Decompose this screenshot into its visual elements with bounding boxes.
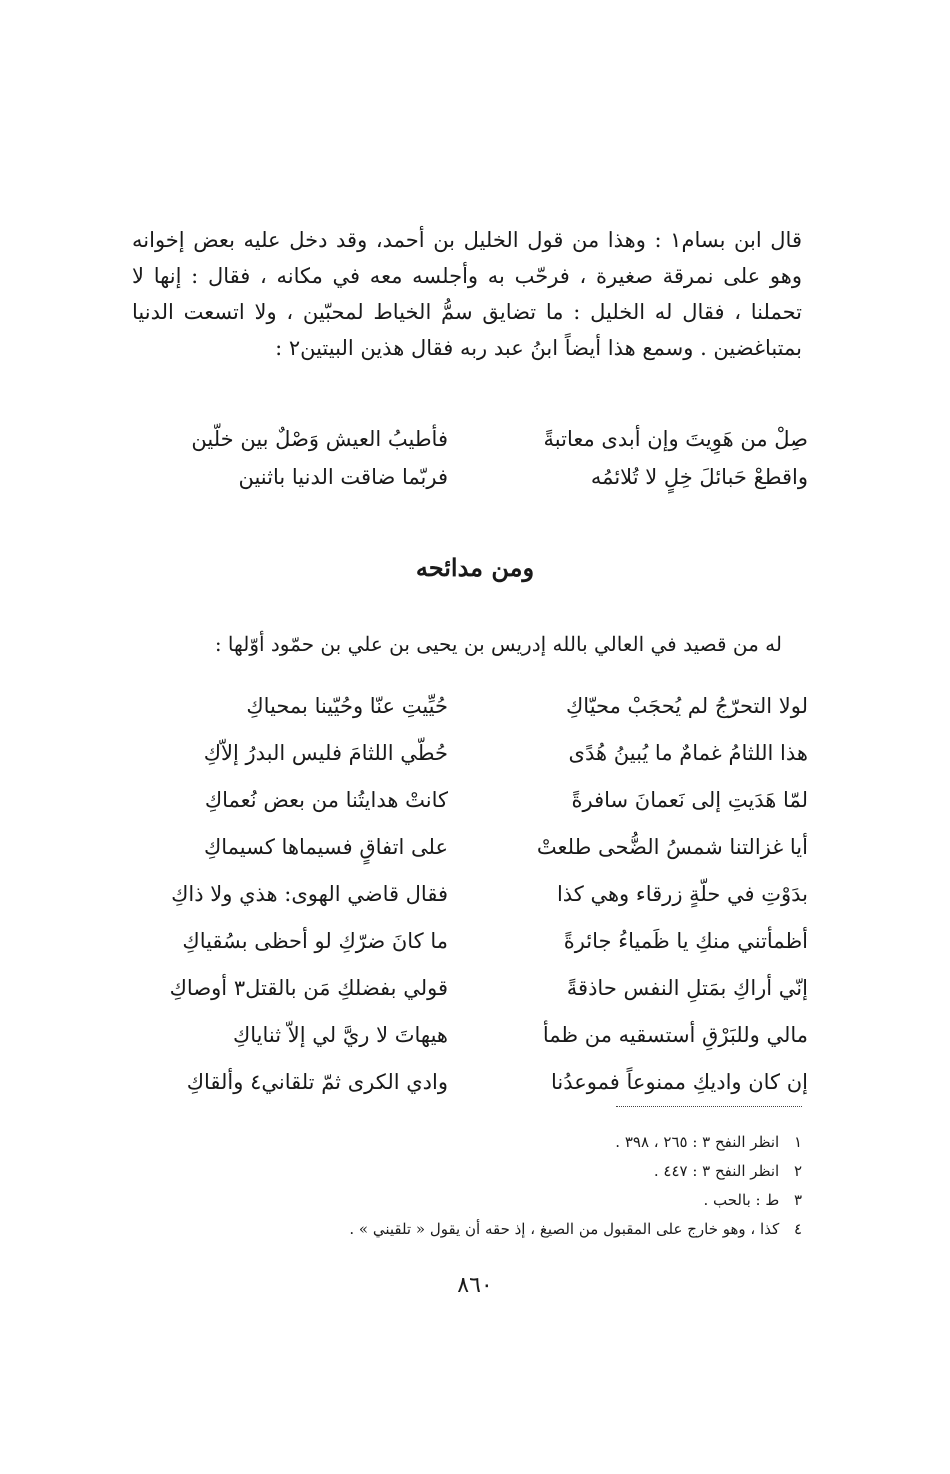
footnote-divider (616, 1106, 802, 1107)
verse-second-hemistich: فأطيبُ العيش وَصْلٌ بين خلّين (191, 427, 448, 451)
footnote-number: ٣ (793, 1191, 802, 1209)
prose-paragraph (132, 222, 802, 366)
verse-second-hemistich: حُطّي اللثامَ فليس البدرُ إلاّكِ (203, 741, 448, 765)
verse-first-hemistich: أظمأتني منكِ يا ظَمياءُ جائرةً (563, 929, 808, 953)
footnote (349, 1186, 802, 1215)
footnote (349, 1157, 802, 1186)
verse-second-hemistich: حُيِّيتِ عنّا وحُيّينا بمحياكِ (246, 694, 448, 718)
verse-first-hemistich: هذا اللثامُ غمامٌ ما يُبينُ هُدًى (568, 741, 808, 765)
prose-text: قال ابن بسام١ : وهذا من قول الخليل بن أحمد، وقد دخل عليه بعض إخوانه وهو على نمرقة صغيرة ، فرحّب به وأجلسه معه في مكانه ، فقال : إنها لا تحملنا ، فقال له الخليل : ما تضايق سمُّ الخياط لمحبّين ، ولا اتسعت الدنيا بمتباغضين . وسمع هذا أيضاً ابنُ عبد ربه فقال هذين البيتين٢ : (132, 228, 802, 360)
footnote-text: كذا ، وهو خارج على المقبول من الصيغ ، إذ حقه أن يقول « تلقيني » . (349, 1220, 780, 1238)
footnote-text: ط : بالحب . (703, 1191, 780, 1209)
section-heading: ومن مدائحه (415, 553, 535, 582)
footnote-text: انظر النفح ٣ : ٤٤٧ . (653, 1162, 780, 1180)
footnote-number: ٢ (793, 1162, 802, 1180)
verse-second-hemistich: قولي بفضلكِ مَن بالقتل٣ أوصاكِ (169, 976, 448, 1000)
verse-second-hemistich: وادي الكرى ثمّ تلقاني٤ وألقاكِ (186, 1070, 448, 1094)
verse-first-hemistich: مالي وللبَرْقِ أستسقيه من ظمأ (542, 1023, 808, 1047)
footnote-number: ١ (793, 1133, 802, 1151)
verse-first-hemistich: إن كان واديكِ ممنوعاً فموعدُنا (551, 1070, 808, 1094)
footnote (349, 1128, 802, 1157)
verse-first-hemistich: لولا التحرّجُ لم يُحجَبْ محيّاكِ (566, 694, 808, 718)
footnote (349, 1215, 802, 1244)
verse-second-hemistich: كانتْ هدايتُنا من بعض نُعماكِ (204, 788, 448, 812)
verse-block-main (148, 683, 808, 1106)
verse-second-hemistich: فقال قاضي الهوى: هذي ولا ذاكِ (171, 882, 448, 906)
verse-first-hemistich: بدَوْتِ في حلّةٍ زرقاء وهي كذا (556, 882, 808, 906)
verse-first-hemistich: صِلْ من هَوِيتَ وإن أبدى معاتبةً (543, 427, 808, 451)
poem-intro: له من قصيد في العالي بالله إدريس بن يحيى بن علي بن حمّود أوّلها : (214, 632, 782, 656)
verse-first-hemistich: إنّي أراكِ بمَتلِ النفس حاذقةً (566, 976, 808, 1000)
verse-second-hemistich: هيهاتَ لا ريَّ لي إلاّ ثناياكِ (232, 1023, 448, 1047)
footnote-number: ٤ (793, 1220, 802, 1238)
verse-first-hemistich: واقطعْ حَبائلَ خِلٍ لا تُلائمُه (590, 465, 808, 489)
verse-block-top (148, 420, 808, 496)
verse-first-hemistich: لمّا هَدَيتِ إلى نَعمانَ سافرةً (571, 788, 808, 812)
footnotes (349, 1128, 802, 1244)
page-number: ٨٦٠ (457, 1273, 493, 1298)
verse-second-hemistich: فربّما ضاقت الدنيا باثنين (238, 465, 448, 489)
verse-second-hemistich: على اتفاقٍ فسيماها كسيماكِ (203, 835, 448, 859)
verse-first-hemistich: أيا غزالتنا شمسُ الضُّحى طلعتْ (536, 835, 808, 859)
footnote-text: انظر النفح ٣ : ٢٦٥ ، ٣٩٨ . (615, 1133, 780, 1151)
verse-second-hemistich: ما كانَ ضرّكِ لو أحظى بسُقياكِ (182, 929, 448, 953)
